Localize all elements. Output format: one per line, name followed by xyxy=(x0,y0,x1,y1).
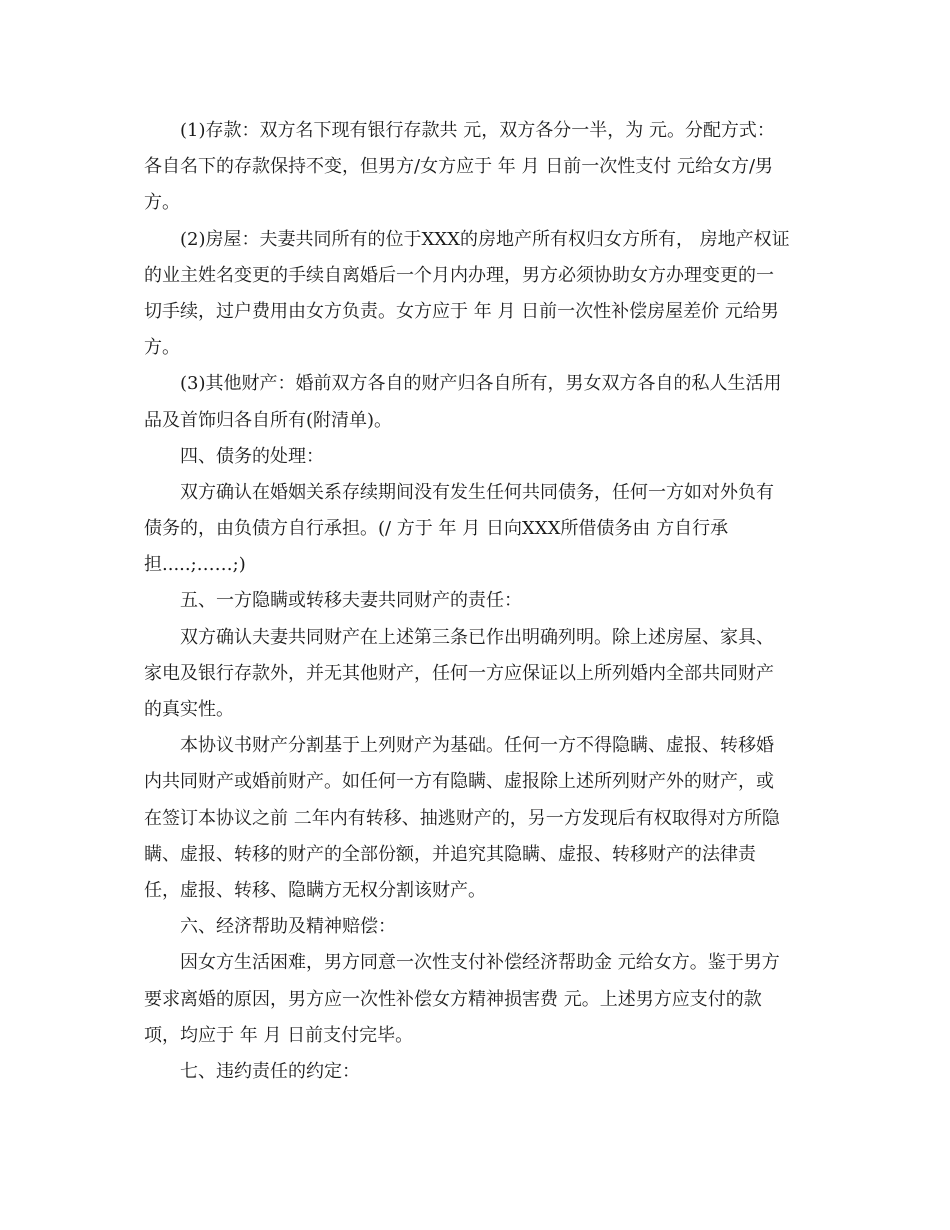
text-line: 任，虚报、转移、隐瞒方无权分割该财产。 xyxy=(144,879,486,901)
section-heading: 五、一方隐瞒或转移夫妻共同财产的责任： xyxy=(180,590,522,612)
text-line: 内共同财产或婚前财产。如任何一方有隐瞒、虚报除上述所列财产外的财产，或 xyxy=(144,771,774,793)
text-line: 双方确认在婚姻关系存续期间没有发生任何共同债务，任何一方如对外负有 xyxy=(180,481,774,503)
text-line: 各自名下的存款保持不变，但男方/女方应于 年 月 日前一次性支付 元给女方/男 xyxy=(144,156,774,178)
text-line: 家电及银行存款外，并无其他财产，任何一方应保证以上所列婚内全部共同财产 xyxy=(144,662,774,684)
text-line: 切手续，过户费用由女方负责。女方应于 年 月 日前一次性补偿房屋差价 元给男 xyxy=(144,300,779,322)
text-line: 的业主姓名变更的手续自离婚后一个月内办理，男方必须协助女方办理变更的一 xyxy=(144,264,774,286)
text-line: (1)存款：双方名下现有银行存款共 元，双方各分一半，为 元。分配方式： xyxy=(180,120,775,141)
text-line: 项，均应于 年 月 日前支付完毕。 xyxy=(144,1024,414,1046)
text-line: 本协议书财产分割基于上列财产为基础。任何一方不得隐瞒、虚报、转移婚 xyxy=(180,735,774,757)
text-line: 方。 xyxy=(144,192,180,214)
text-line: 的真实性。 xyxy=(144,699,234,720)
text-line: (3)其他财产：婚前双方各自的财产归各自所有，男女双方各自的私人生活用 xyxy=(180,373,782,395)
text-line: 债务的，由负债方自行承担。(/ 方于 年 月 日向XXX所借债务由 方自行承 xyxy=(144,518,729,540)
text-line: (2)房屋：夫妻共同所有的位于XXX的房地产所有权归女方所有， 房地产权证 xyxy=(180,228,790,250)
document-body xyxy=(144,113,810,1090)
text-line: 双方确认夫妻共同财产在上述第三条已作出明确列明。除上述房屋、家具、 xyxy=(180,626,774,648)
text-line: 方。 xyxy=(144,337,180,359)
text-line: 品及首饰归各自所有(附清单)。 xyxy=(144,409,393,431)
section-heading: 六、经济帮助及精神赔偿： xyxy=(180,916,396,938)
text-line: 在签订本协议之前 二年内有转移、抽逃财产的，另一方发现后有权取得对方所隐 xyxy=(144,807,780,829)
text-line: 担.....;……;) xyxy=(144,554,246,576)
text-line: 因女方生活困难，男方同意一次性支付补偿经济帮助金 元给女方。鉴于男方 xyxy=(180,952,780,974)
section-heading: 七、违约责任的约定： xyxy=(180,1060,360,1082)
text-line: 瞒、虚报、转移的财产的全部份额，并追究其隐瞒、虚报、转移财产的法律责 xyxy=(144,843,756,865)
section-heading: 四、债务的处理： xyxy=(180,445,324,467)
text-line: 要求离婚的原因，男方应一次性补偿女方精神损害费 元。上述男方应支付的款 xyxy=(144,988,762,1010)
